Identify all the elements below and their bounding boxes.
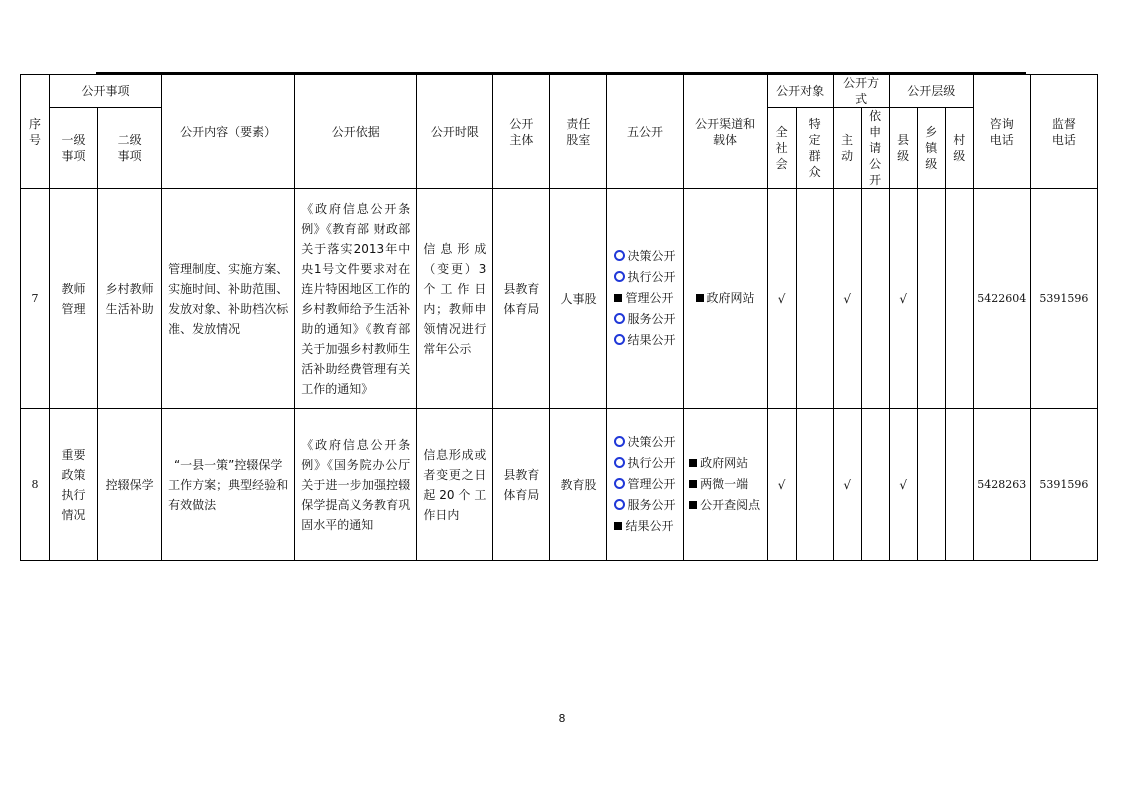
table-row [21,409,1098,561]
row-five [607,189,683,409]
header-village: 村级 [945,108,973,189]
header-level2: 二级事项 [98,108,162,189]
header-basis: 公开依据 [295,75,417,189]
row-seq: 8 [21,409,50,561]
row-all-society: √ [767,409,796,561]
circle-mark-icon [614,499,625,510]
circle-mark-icon [614,457,625,468]
row-consult-phone: 5428263 [973,409,1030,561]
row-level1: 教师管理 [50,189,98,409]
channel-item: 政府网站 [696,288,755,309]
square-mark-icon [696,294,704,302]
five-item: 管理公开 [614,474,675,495]
header-content: 公开内容（要素） [162,75,295,189]
row-village [945,409,973,561]
circle-mark-icon [614,436,625,447]
row-specific-group [796,409,833,561]
row-time-limit: 信息形成（变更）3个工作日内；教师申领情况进行常年公示 [417,189,493,409]
row-supervise-phone: 5391596 [1030,189,1097,409]
header-five: 五公开 [607,75,683,189]
row-seq: 7 [21,189,50,409]
header-all-society: 全社会 [767,108,796,189]
circle-mark-icon [614,313,625,324]
header-county: 县级 [889,108,917,189]
row-content: 管理制度、实施方案、实施时间、补助范围、发放对象、补助档次标准、发放情况 [162,189,295,409]
row-consult-phone: 5422604 [973,189,1030,409]
row-five [607,409,683,561]
five-item: 服务公开 [614,309,675,330]
row-office: 教育股 [550,409,607,561]
row-specific-group [796,189,833,409]
circle-mark-icon [614,478,625,489]
channel-item: 公开查阅点 [689,495,761,516]
five-item: 决策公开 [614,246,675,267]
header-level1: 一级事项 [50,108,98,189]
header-specific-group: 特定群众 [796,108,833,189]
header-method: 公开方式 [833,75,889,108]
circle-mark-icon [614,250,625,261]
header-on-request: 依申请公开 [861,108,889,189]
header-tier: 公开层级 [889,75,973,108]
header-supervise-phone: 监督电话 [1030,75,1097,189]
row-office: 人事股 [550,189,607,409]
row-level2: 控辍保学 [98,409,162,561]
row-all-society: √ [767,189,796,409]
square-mark-icon [614,522,622,530]
five-list [614,432,675,537]
header-disclosure-item: 公开事项 [50,75,162,108]
five-item: 管理公开 [614,288,675,309]
page-number: 8 [558,712,566,725]
row-level1: 重要政策执行情况 [50,409,98,561]
header-channel: 公开渠道和载体 [683,75,767,189]
row-level2: 乡村教师生活补助 [98,189,162,409]
channel-list [689,453,761,516]
row-township [917,409,945,561]
square-mark-icon [614,294,622,302]
header-seq: 序号 [21,75,50,189]
five-list [614,246,675,351]
row-channel [683,189,767,409]
header-subject: 公开主体 [493,75,550,189]
header-active: 主动 [833,108,861,189]
header-township: 乡镇级 [917,108,945,189]
row-basis: 《政府信息公开条例》《教育部 财政部关于落实2013年中央1号文件要求对在连片特困地区工作的乡村教师给予生活补助的通知》《教育部关于加强乡村教师生活补助经费管理有关工作的通知》 [295,189,417,409]
row-content: “一县一策”控辍保学工作方案；典型经验和有效做法 [162,409,295,561]
row-village [945,189,973,409]
row-township [917,189,945,409]
row-channel [683,409,767,561]
row-county: √ [889,189,917,409]
header-time-limit: 公开时限 [417,75,493,189]
five-item: 结果公开 [614,330,675,351]
circle-mark-icon [614,271,625,282]
row-basis: 《政府信息公开条例》《国务院办公厅关于进一步加强控辍保学提高义务教育巩固水平的通知 [295,409,417,561]
row-on-request [861,409,889,561]
header-target: 公开对象 [767,75,833,108]
header-office: 责任股室 [550,75,607,189]
header-consult-phone: 咨询电话 [973,75,1030,189]
five-item: 执行公开 [614,453,675,474]
row-subject: 县教育体育局 [493,189,550,409]
row-subject: 县教育体育局 [493,409,550,561]
row-time-limit: 信息形成或者变更之日起20个工作日内 [417,409,493,561]
five-item: 结果公开 [614,516,675,537]
square-mark-icon [689,501,697,509]
five-item: 执行公开 [614,267,675,288]
row-supervise-phone: 5391596 [1030,409,1097,561]
circle-mark-icon [614,334,625,345]
square-mark-icon [689,459,697,467]
disclosure-table [20,74,1098,561]
five-item: 服务公开 [614,495,675,516]
channel-item: 两微一端 [689,474,761,495]
row-active: √ [833,409,861,561]
square-mark-icon [689,480,697,488]
row-active: √ [833,189,861,409]
channel-item: 政府网站 [689,453,761,474]
row-on-request [861,189,889,409]
table-row [21,189,1098,409]
five-item: 决策公开 [614,432,675,453]
row-county: √ [889,409,917,561]
channel-list [696,288,755,309]
